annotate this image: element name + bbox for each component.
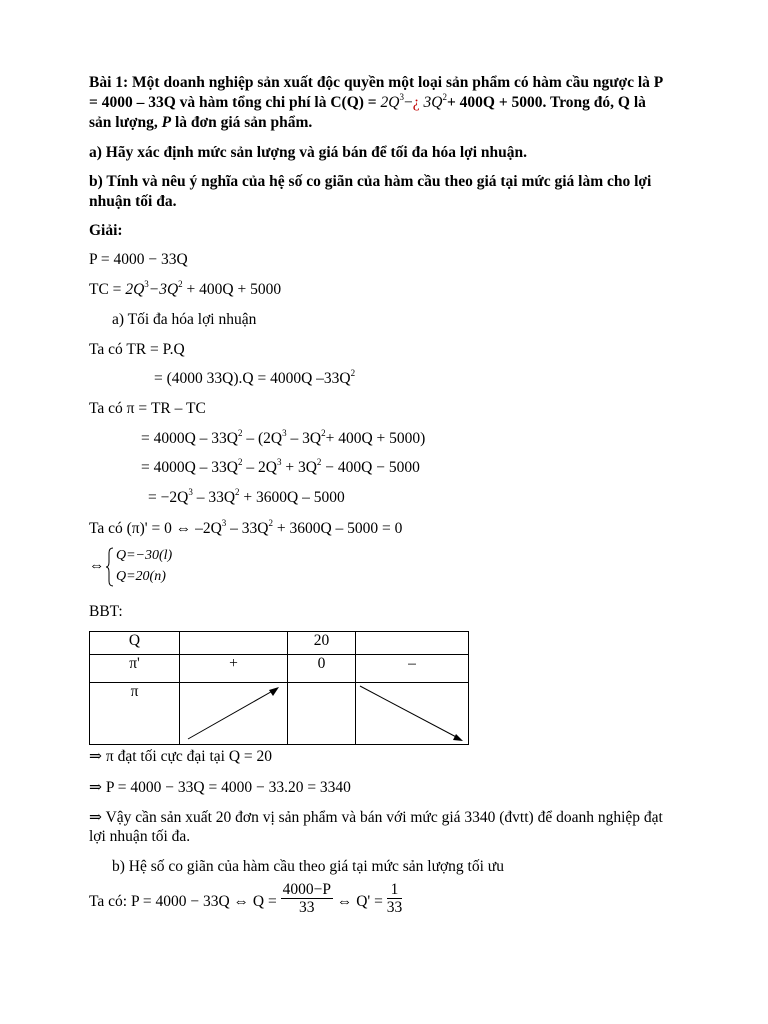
variation-table <box>89 631 469 745</box>
system-row-1: Q=−30(l) <box>116 548 173 563</box>
table-row <box>90 632 469 655</box>
table-cell-decreasing <box>356 683 469 745</box>
question-a: a) Hãy xác định mức sản lượng và giá bán để tối đa hóa lợi nhuận. <box>89 144 528 161</box>
table-cell-increasing <box>180 683 288 745</box>
table-cell: 0 <box>288 655 356 683</box>
conclusion-3-line-2: lợi nhuận tối đa. <box>89 828 191 845</box>
table-row <box>90 655 469 683</box>
conclusion-3-line-1: ⇒ Vậy cần sản xuất 20 đơn vị sản phẩm và bán với mức giá 3340 (đvtt) để doanh nghiệp đạt <box>89 809 663 826</box>
profit-line-1: Ta có π = TR – TC <box>89 400 206 417</box>
conclusion-1: ⇒ π đạt tối cực đại tại Q = 20 <box>89 748 273 765</box>
fraction: $\frac{1}{33}$ <box>386 881 403 916</box>
problem-line-3: sản lượng, P là đơn giá sản phẩm. <box>89 114 313 131</box>
table-cell: π' <box>90 655 180 683</box>
problem-line-1: Bài 1: Một doanh nghiệp sản xuất độc quyền một loại sản phẩm có hàm cầu ngược là P <box>89 74 664 91</box>
profit-line-4: = $-2Q^3 - 33Q^2 + 3600Q - 5000$ <box>148 487 345 506</box>
profit-line-2: = $4000Q - 33Q^2 - (2Q^3 - 3Q^2+ 400Q + 5000)$ <box>141 428 426 447</box>
left-brace-icon <box>106 547 114 587</box>
derivative-line: Ta có (π)' = 0 ⇔ $-2Q^3 - 33Q^2 + 3600Q - 5000 = 0$ <box>89 518 403 537</box>
table-cell <box>356 632 469 655</box>
bbt-label: BBT: <box>89 603 123 620</box>
part-b-heading: b) Hệ số co giãn của hàm cầu theo giá tại mức sản lượng tối ưu <box>112 858 504 875</box>
elasticity-line: Ta có: P = 4000 − 33Q ⇔ Q = $\frac{4000-P}{33}$ ⇔ Q' = $\frac{1}{33}$ <box>89 881 403 916</box>
table-row <box>90 683 469 745</box>
question-b-line-2: nhuận tối đa. <box>89 193 177 210</box>
arrow-down-right-icon <box>356 683 468 744</box>
table-cell <box>180 632 288 655</box>
equation-demand: P = 4000 − 33Q <box>89 251 188 268</box>
table-cell: + <box>180 655 288 683</box>
conclusion-2: ⇒ P = 4000 − 33Q = 4000 − 33.20 = 3340 <box>89 779 351 796</box>
table-cell: – <box>356 655 469 683</box>
table-cell: π <box>90 683 180 745</box>
table-cell <box>288 683 356 745</box>
problem-line-2: = 4000 – 33Q và hàm tổng chi phí là $C(Q) = 2Q^3-¿$ $3Q^2+ 400Q + 5000$. Trong đó, Q là <box>89 92 646 111</box>
part-a-heading: a) Tối đa hóa lợi nhuận <box>112 311 257 328</box>
system-row-2: Q=20(n) <box>116 569 166 584</box>
solution-label: Giải: <box>89 222 123 239</box>
question-b-line-1: b) Tính và nêu ý nghĩa của hệ số co giãn của hàm cầu theo giá tại mức giá làm cho lợi <box>89 173 652 190</box>
table-cell: 20 <box>288 632 356 655</box>
arrow-up-right-icon <box>180 683 287 744</box>
system-arrow: ⇔ <box>89 557 105 574</box>
tr-line-2: = (4000 33Q).Q = 4000Q $-33Q^2$ <box>154 368 356 387</box>
equation-total-cost: TC = $2Q^3-3Q^2 + 400Q + 5000$ <box>89 279 282 298</box>
table-cell: Q <box>90 632 180 655</box>
fraction: $\frac{4000-P}{33}$ <box>282 881 331 916</box>
profit-line-3: = $4000Q - 33Q^2 - 2Q^3 + 3Q^2 - 400Q - 5000$ <box>141 457 420 476</box>
tr-line-1: Ta có TR = P.Q <box>89 341 185 358</box>
